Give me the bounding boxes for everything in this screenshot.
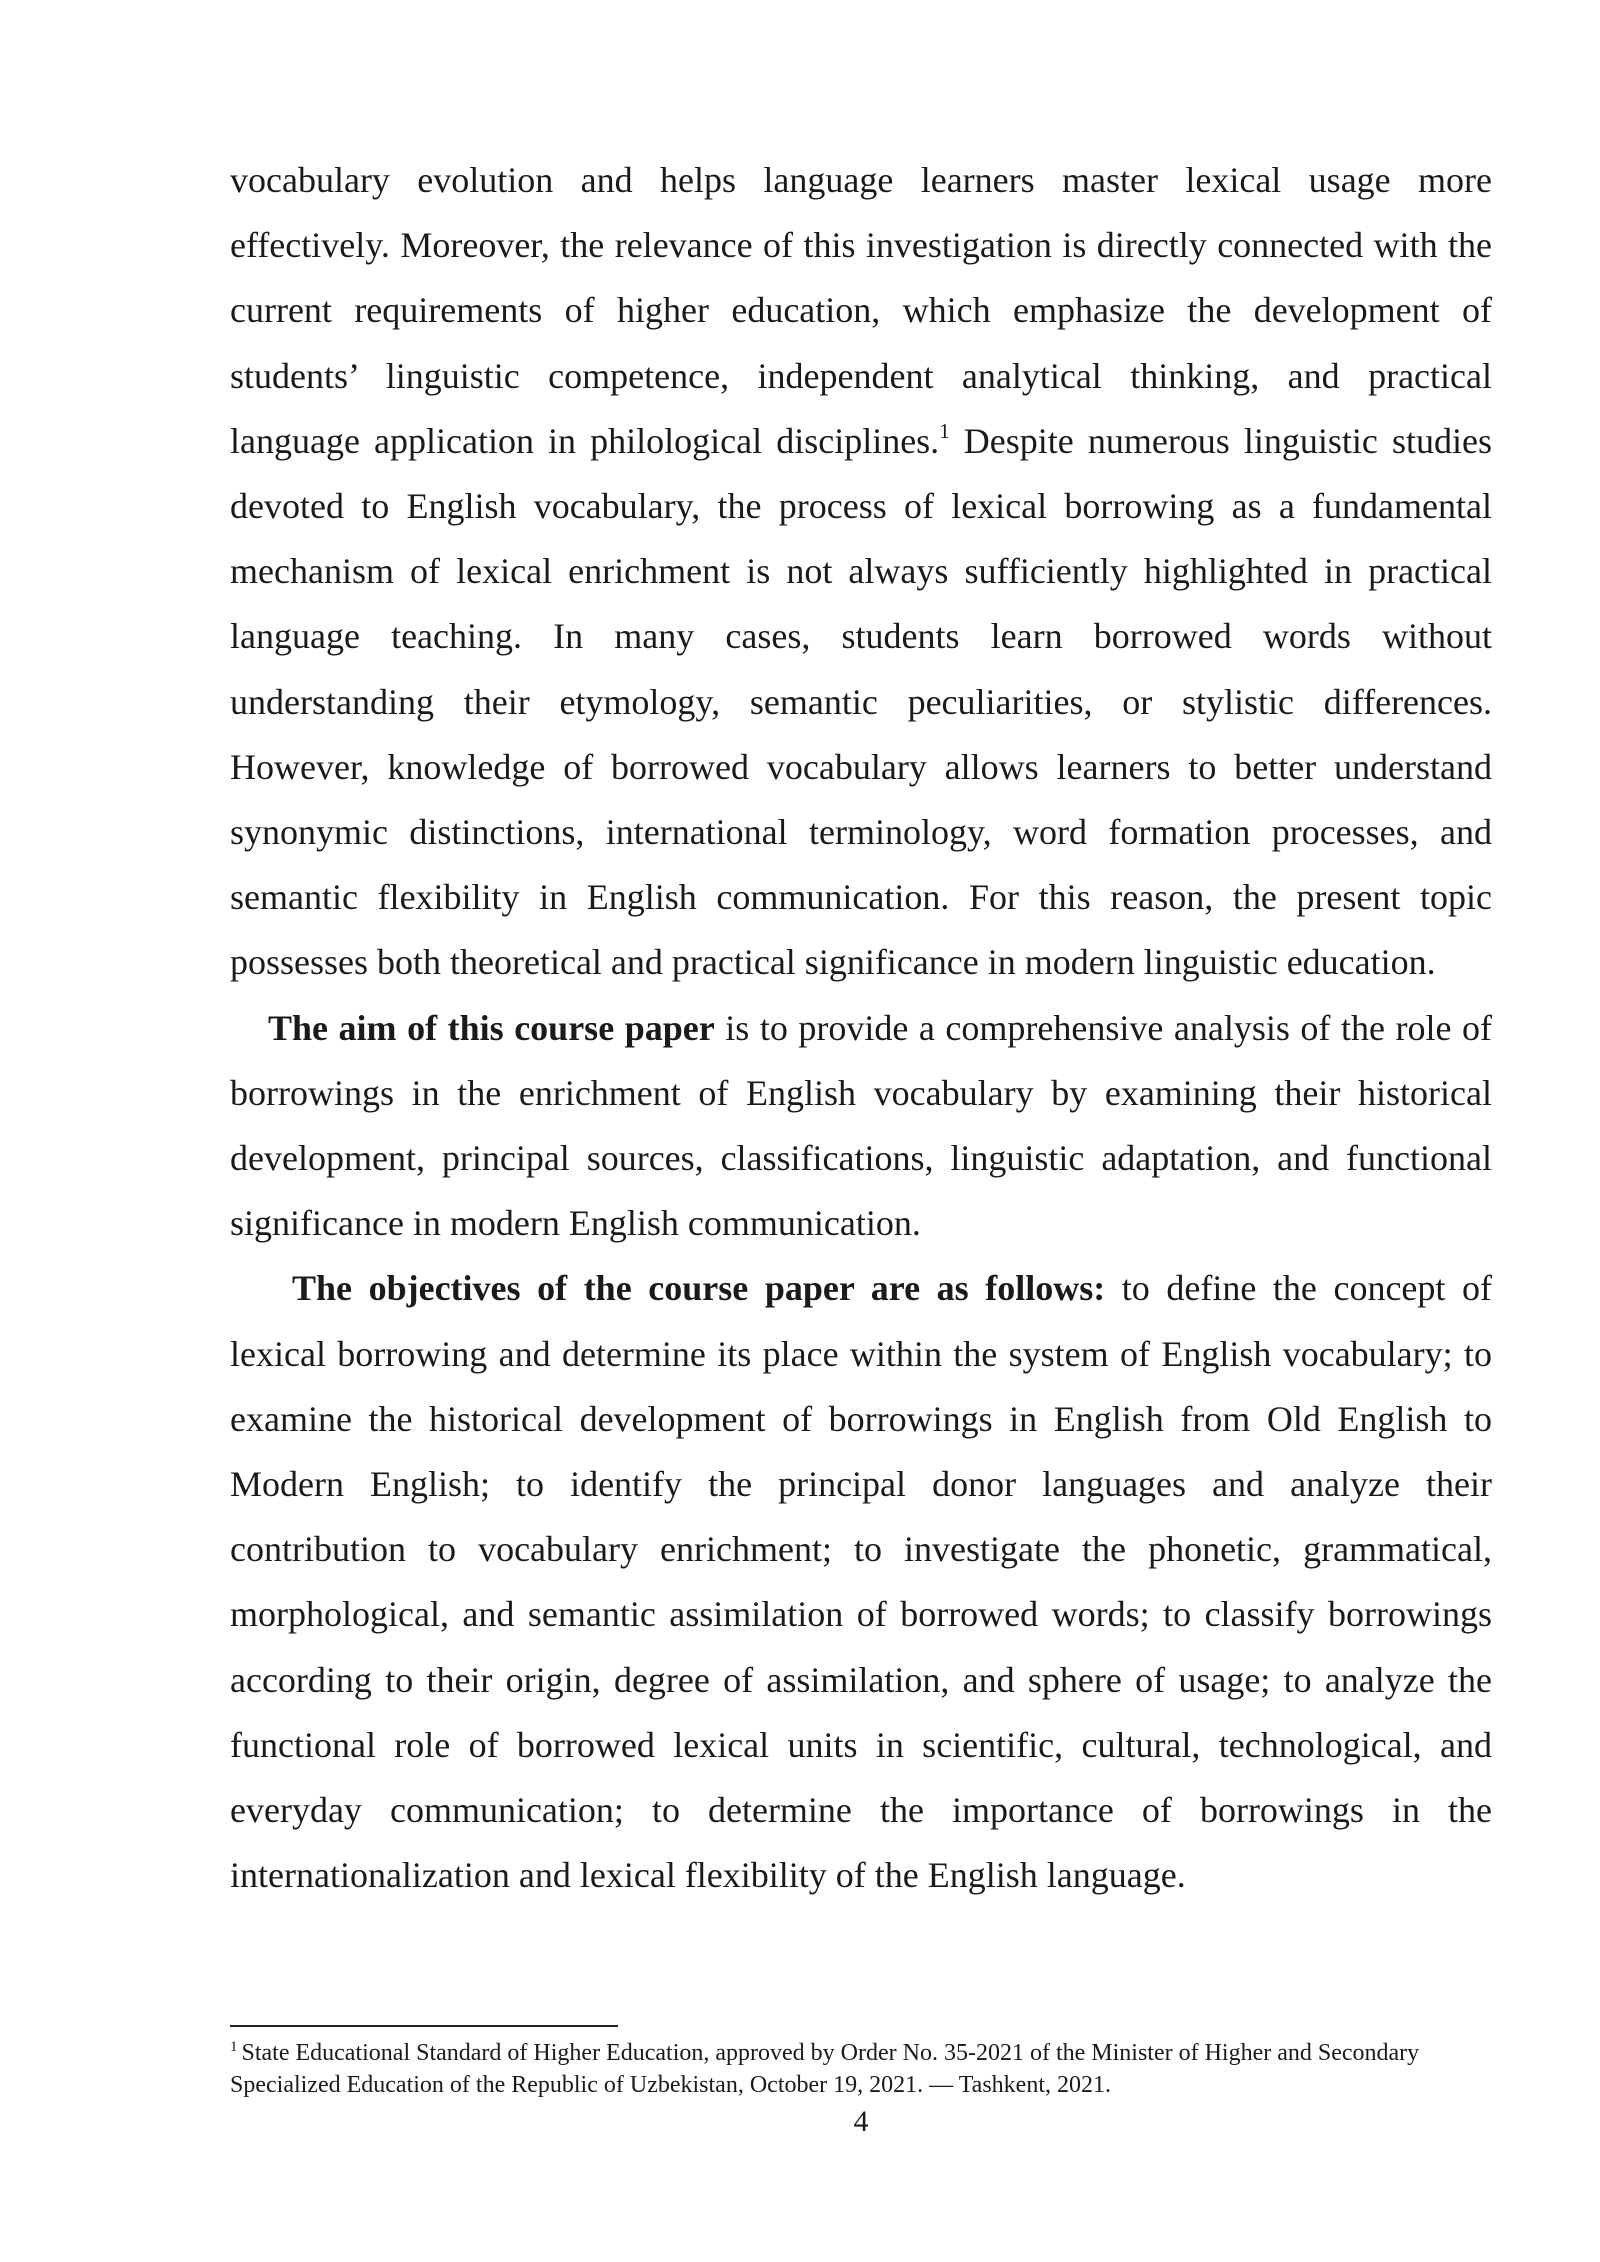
paragraph-text: to define the concept of lexical borrowing and determine its place within the system of English vocabulary; to examine the historical development of borrowings in English from Old English to Modern English; to identify the principal donor languages and analyze their contribution to vocabulary enrichment; to investigate the phonetic, grammatical, morphological, and semantic assimilation of borrowed words; to classify borrowings according to their origin, degree of assimilation, and sphere of usage; to analyze the functional role of borrowed lexical units in scientific, cultural, technological, and everyday communication; to determine the importance of borrowings in the internationalization and lexical flexibility of the English language. — [230, 1268, 1492, 1896]
footnote-separator — [230, 2025, 618, 2027]
paragraph-text: Despite numerous linguistic studies devoted to English vocabulary, the process of lexical borrowing as a fundamental mechanism of lexical enrichment is not always sufficiently highlighted in practical language teaching. In many cases, students learn borrowed words without understanding their etymology, semantic peculiarities, or stylistic differences. However, knowledge of borrowed vocabulary allows learners to better understand synonymic distinctions, international terminology, word formation processes, and semantic flexibility in English communication. For this reason, the present topic possesses both theoretical and practical significance in modern linguistic education. — [230, 420, 1492, 983]
paragraph-objectives — [230, 1256, 1492, 1908]
footnote — [230, 2037, 1492, 2101]
footnote-text: State Educational Standard of Higher Education, approved by Order No. 35-2021 of the Minister of Higher and Secondary Specialized Education of the Republic of Uzbekistan, October 19, 2021. — Tashkent, 2021. — [230, 2040, 1420, 2098]
paragraph-text: is to provide a comprehensive analysis of the role of borrowings in the enrichment of English vocabulary by examining their historical development, principal sources, classifications, linguistic adaptation, and functional significance in modern English communication. — [230, 1007, 1492, 1244]
paragraph-text: vocabulary evolution and helps language learners master lexical usage more effectively. Moreover, the relevance of this investigation is directly connected with the current requirements of higher education, which emphasize the development of students’ linguistic competence, independent analytical thinking, and practical language application in philological disciplines. — [230, 160, 1492, 461]
main-text — [230, 148, 1492, 1908]
objectives-heading: The objectives of the course paper are as follows: — [292, 1268, 1106, 1309]
footnote-reference[interactable]: 1 — [939, 418, 950, 443]
aim-heading: The aim of this course paper — [268, 1007, 715, 1048]
paragraph-relevance — [230, 148, 1492, 996]
footnote-marker: 1 — [230, 2039, 238, 2055]
page-number: 4 — [853, 2105, 869, 2138]
paragraph-aim — [230, 996, 1492, 1257]
